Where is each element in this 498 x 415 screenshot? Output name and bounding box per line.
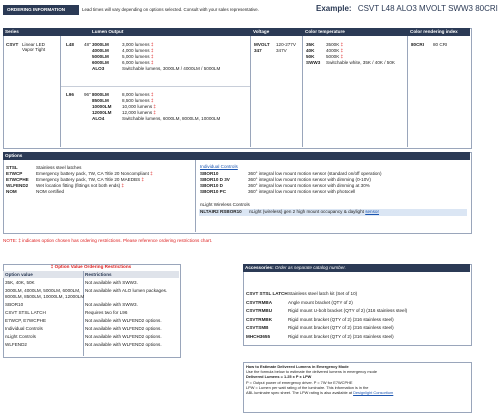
lumen-option: 10000LM 10,000 lumens ‡	[92, 104, 156, 109]
accessory-row: CSVTRMBU Rigid mount U-bolt bracket (QTY of 2) (316 stainless steel)	[246, 308, 408, 313]
lumen-list-l96	[92, 92, 220, 122]
cct-option: 40K 4000K ‡	[306, 48, 344, 53]
accessory-row: MHCH3655 Rigid mount bracket (QTY of 2) (316 stainless steel)	[246, 333, 394, 339]
lumen-option: ALO4 Switchable lumens, 6000LM, 8000LM, 10000LM	[92, 116, 221, 121]
nlight-controls-title: nLight Wireless Controls	[200, 202, 250, 207]
option-row: NOM NOM certified	[6, 189, 65, 194]
estimate-title: How to Estimate Delivered Lumens in Emergency Mode	[246, 364, 349, 369]
restriction-row: 3000LM, 4000LM, 5000LM, 6000LM, Not available with ALO lumen packages.	[5, 288, 168, 293]
section-title: ORDERING INFORMATION	[7, 7, 66, 12]
restrictions-col-option: Option value	[5, 271, 33, 277]
col-lumen-output: Lumen Output	[92, 29, 124, 34]
accessories-rows	[246, 291, 407, 342]
length-size-l48: 48"	[84, 42, 91, 47]
options-header	[3, 152, 470, 160]
example-label: Example:	[316, 4, 352, 13]
options-title: Options	[5, 153, 23, 158]
voltage-list	[254, 42, 296, 54]
lumen-option: 8500LM 8,500 lumens ‡	[92, 98, 154, 103]
individual-controls-title[interactable]: Individual Controls	[200, 164, 238, 169]
series-desc-1: Linear LED	[22, 42, 45, 47]
restriction-note: NOTE: ‡ indicates option chosen has ordering restrictions. Please reference ordering restrictions chart.	[3, 238, 213, 243]
lumen-option: 8000LM 8,000 lumens ‡	[92, 92, 154, 97]
cct-option: 35K 3500K ‡	[306, 42, 344, 47]
col-color-temperature: Color temperature	[305, 29, 345, 34]
restriction-row: WLFEND2 Not available with WLFEND2 options.	[5, 342, 162, 347]
option-row: STSL Stainless steel latches	[6, 165, 82, 170]
accessory-row: CSVT STSL LATCHStainless steel latch kit (Set of 10)	[246, 291, 358, 296]
accessories-title: Accessories: Order as separate catalog number.	[245, 265, 346, 270]
restrictions-rows	[5, 280, 179, 350]
voltage-option: 347 347V	[254, 48, 287, 53]
option-row: WLFEND2 Wet location fitting (fittings not both ends) ‡	[6, 183, 125, 188]
cct-option: SWW3 Switchable white, 35K / 40K / 50K	[306, 60, 395, 65]
color-temp-list	[306, 42, 395, 66]
length-code-l48: L48	[66, 42, 74, 47]
voltage-option: MVOLT 120-277V	[254, 42, 296, 47]
option-row: E7WCP Emergency battery pack, 7W, CA Title 20 Noncompliant ‡	[6, 171, 153, 176]
col-color-rendering-index: Color rendering index	[410, 29, 458, 34]
lumen-option: ALO3 Switchable lumens, 3000LM / 4000LM / 5000LM	[92, 66, 221, 71]
lumen-option: 3000LM 3,000 lumens ‡	[92, 42, 154, 47]
restriction-row: 35K, 40K, 50K Not available with SWW3.	[5, 280, 138, 285]
sensor-link[interactable]: sensor	[365, 209, 379, 214]
individual-controls-list	[200, 171, 382, 195]
control-row: SBOR10 D 3V 360° integral low mount motion sensor with dimming (0-10V)	[200, 177, 371, 182]
example-line	[316, 4, 498, 13]
accessory-row: CSVTRMBA Angle mount bracket (QTY of 2)	[246, 299, 353, 305]
example-value: CSVT L48 ALO3 MVOLT SWW3 80CRI	[357, 4, 498, 13]
estimate-line3: LPW = Lumen per watt rating of the luminaire. This information is in the	[246, 384, 369, 390]
estimate-formula: Delivered Lumens = 1.25 x P x LPW	[246, 374, 312, 380]
restriction-row: CSVT STSL LATCH Requires two for L96	[5, 310, 128, 315]
restriction-row: SBOR10 Not available with SWW3.	[5, 302, 138, 307]
restriction-row: 8000LM, 8500LM, 10000LM, 12000LM	[5, 294, 85, 299]
control-row: SBOR10 D 360° integral low mount motion sensor with dimming at 30%	[200, 183, 370, 188]
lumen-option: 6000LM 6,000 lumens ‡	[92, 60, 154, 65]
restriction-row: Individual Controls Not available with WLFEND2 options.	[5, 326, 162, 331]
lumen-option: 12000LM 12,000 lumens ‡	[92, 110, 156, 115]
series-desc-2: Vapor Tight	[22, 47, 46, 52]
accessory-row: CSVTSMB Rigid mount bracket (QTY of 2) (316 stainless steel)	[246, 325, 394, 330]
restrictions-col-restriction: Restrictions	[85, 271, 112, 277]
length-size-l96: 96"	[84, 92, 91, 97]
estimate-line4: ABL luminaire spec sheet. The LPW rating is also available at Designlight Consortium	[246, 390, 394, 396]
lumen-option: 5000LM 5,000 lumens ‡	[92, 54, 154, 59]
lead-time-note: Lead times will vary depending on options selected. Consult with your sales representative.	[82, 7, 259, 12]
control-row: SBOR10 360° integral low mount motion sensor (standard on/off operation)	[200, 171, 382, 176]
estimate-line1: Use the formula below to estimate the delivered lumens in emergency mode	[246, 369, 378, 375]
ordering-header	[3, 5, 79, 15]
emergency-estimate-text	[246, 364, 393, 395]
cri-option: 80CRI 80 CRI	[411, 42, 448, 47]
restriction-row: E7WCP, E7WCPHE Not available with WLFEND2 options.	[5, 318, 162, 323]
option-row: E7WCPHE Emergency battery pack, 7W, CA Title 20 MAEDBS ‡	[6, 177, 145, 182]
estimate-line2: P = Output power of emergency driver. P = 7W for E7WCPHE	[246, 379, 353, 385]
cct-option: 50K 5000K ‡	[306, 54, 344, 59]
restriction-row: nLight Controls Not available with WLFEND2 options.	[5, 334, 162, 339]
restrictions-title: ‡ Option Value Ordering Restrictions	[50, 264, 132, 269]
lumen-list-l48	[92, 42, 220, 72]
series-code: CSVT	[6, 42, 19, 47]
lumen-option: 4000LM 4,000 lumens ‡	[92, 48, 154, 53]
length-code-l96: L96	[66, 92, 74, 97]
col-series: Series	[5, 29, 19, 34]
accessory-row: CSVTRMBK Rigid mount bracket (QTY of 2) (316 stainless steel)	[246, 316, 394, 322]
designlight-link[interactable]: Designlight Consortium	[353, 390, 394, 396]
nlight-row: NLTAIR2 RSBOR10 nLight (wireless) gen 2 high mount occupancy & daylight sensor	[199, 209, 467, 216]
table-header-row	[3, 28, 470, 36]
control-row: SBOR10 PC 360° integral low mount motion sensor with photocell	[200, 189, 356, 194]
options-left-list	[6, 165, 153, 195]
col-voltage: Voltage	[253, 29, 270, 34]
